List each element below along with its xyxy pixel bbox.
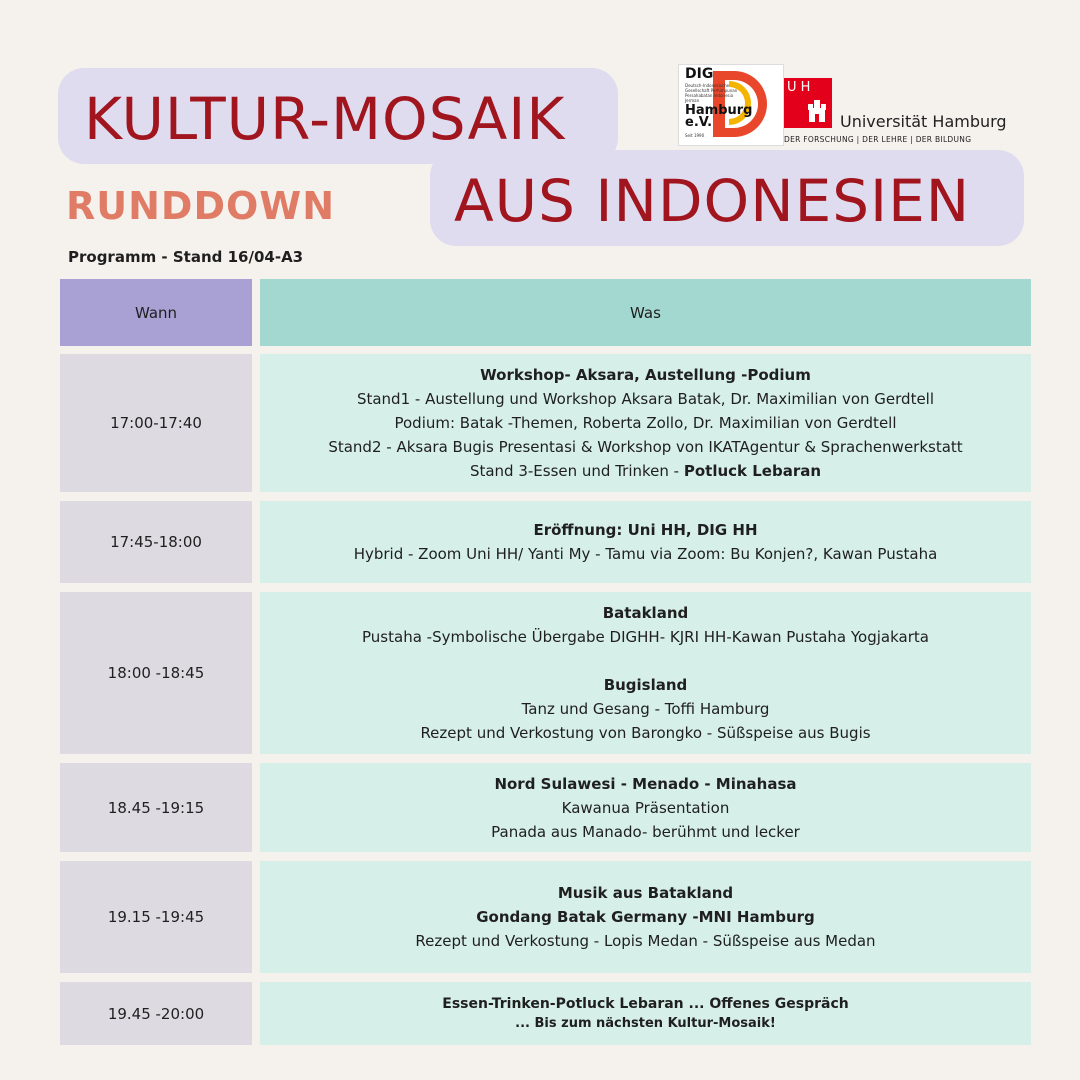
dig-since: Seit 1990	[685, 133, 705, 138]
uhh-logo-mark	[784, 78, 832, 128]
dig-suffix: e.V.	[685, 115, 713, 130]
row-time: 18.45 -19:15	[107, 798, 205, 817]
row-title: Essen-Trinken-Potluck Lebaran ... Offenes Gespräch	[442, 995, 849, 1012]
row-time: 17:45-18:00	[110, 533, 202, 551]
row-time: 19.15 -19:45	[107, 908, 205, 926]
row-line: Panada aus Manado- berühmt und lecker	[491, 822, 800, 841]
row-line: Hybrid - Zoom Uni HH/ Yanti My - Tamu via Zoom: Bu Konjen?, Kawan Pustaha	[353, 545, 938, 563]
row-line: Rezept und Verkostung - Lopis Medan - Süßspeise aus Medan	[415, 932, 876, 950]
table-row-content	[260, 592, 1031, 754]
row-line-bold: Potluck Lebaran	[683, 462, 822, 480]
table-row-time	[60, 861, 252, 973]
row-spacer	[643, 649, 648, 673]
dig-city-name: Hamburg	[685, 103, 753, 118]
program-stand: Programm - Stand 16/04-A3	[68, 248, 304, 266]
title-line-2: AUS INDONESIEN	[454, 167, 971, 235]
row-line: Pustaha -Symbolische Übergabe DIGHH- KJRI HH-Kawan Pustaha Yogjakarta	[362, 628, 929, 646]
dig-city	[685, 105, 752, 129]
dig-small-text: Deutsch-Indonesische Gesellschaft Perhimpunan Persahabatan Indonesia Jerman	[685, 83, 738, 103]
table-row-time	[60, 501, 252, 583]
table-row-time	[60, 354, 252, 492]
rundown-heading: RUNDDOWN	[66, 184, 336, 228]
row-line: Rezept und Verkostung von Barongko - Süßspeise aus Bugis	[420, 724, 871, 742]
row-time: 19.45 -20:00	[107, 1004, 205, 1023]
header-was	[260, 279, 1031, 346]
title-line-1: KULTUR-MOSAIK	[84, 85, 566, 153]
dig-hamburg-logo	[678, 64, 784, 146]
row-line: Kawanua Präsentation	[561, 798, 730, 817]
table-row-content	[260, 763, 1031, 852]
table-row-content	[260, 982, 1031, 1045]
row-line: Stand1 - Austellung und Workshop Aksara Batak, Dr. Maximilian von Gerdtell	[356, 390, 935, 408]
row-title: Eröffnung: Uni HH, DIG HH	[533, 521, 758, 539]
row-title: Nord Sulawesi - Menado - Minahasa	[494, 774, 797, 793]
row-title: Workshop- Aksara, Austellung -Podium	[480, 366, 811, 384]
dig-name: DIG	[685, 66, 714, 82]
row-time: 17:00-17:40	[110, 414, 202, 432]
table-row-time	[60, 982, 252, 1045]
table-row-time	[60, 763, 252, 852]
university-tagline: DER FORSCHUNG | DER LEHRE | DER BILDUNG	[784, 135, 972, 144]
table-row-time	[60, 592, 252, 754]
row-line: Tanz und Gesang - Toffi Hamburg	[521, 700, 770, 718]
table-row-content	[260, 354, 1031, 492]
row-title: Bugisland	[603, 676, 688, 694]
row-line: Podium: Batak -Themen, Roberta Zollo, Dr. Maximilian von Gerdtell	[394, 414, 897, 432]
row-line-prefix: Stand 3-Essen und Trinken -	[469, 462, 684, 480]
table-row-content	[260, 501, 1031, 583]
row-time: 18:00 -18:45	[107, 664, 205, 682]
uhh-letters: U H	[787, 80, 811, 95]
row-line	[470, 459, 821, 483]
header-wann-label: Wann	[134, 303, 178, 322]
row-title: Musik aus Batakland	[557, 884, 734, 902]
university-name: Universität Hamburg	[840, 112, 1007, 131]
header-was-label: Was	[630, 303, 661, 322]
row-title: ... Bis zum nächsten Kultur-Mosaik!	[515, 1015, 776, 1031]
castle-icon	[808, 100, 826, 122]
header-wann	[60, 279, 252, 346]
row-line: Stand2 - Aksara Bugis Presentasi & Workshop von IKATAgentur & Sprachenwerkstatt	[328, 438, 963, 456]
row-title: Gondang Batak Germany -MNI Hamburg	[476, 908, 815, 926]
row-title: Batakland	[602, 604, 689, 622]
table-row-content	[260, 861, 1031, 973]
